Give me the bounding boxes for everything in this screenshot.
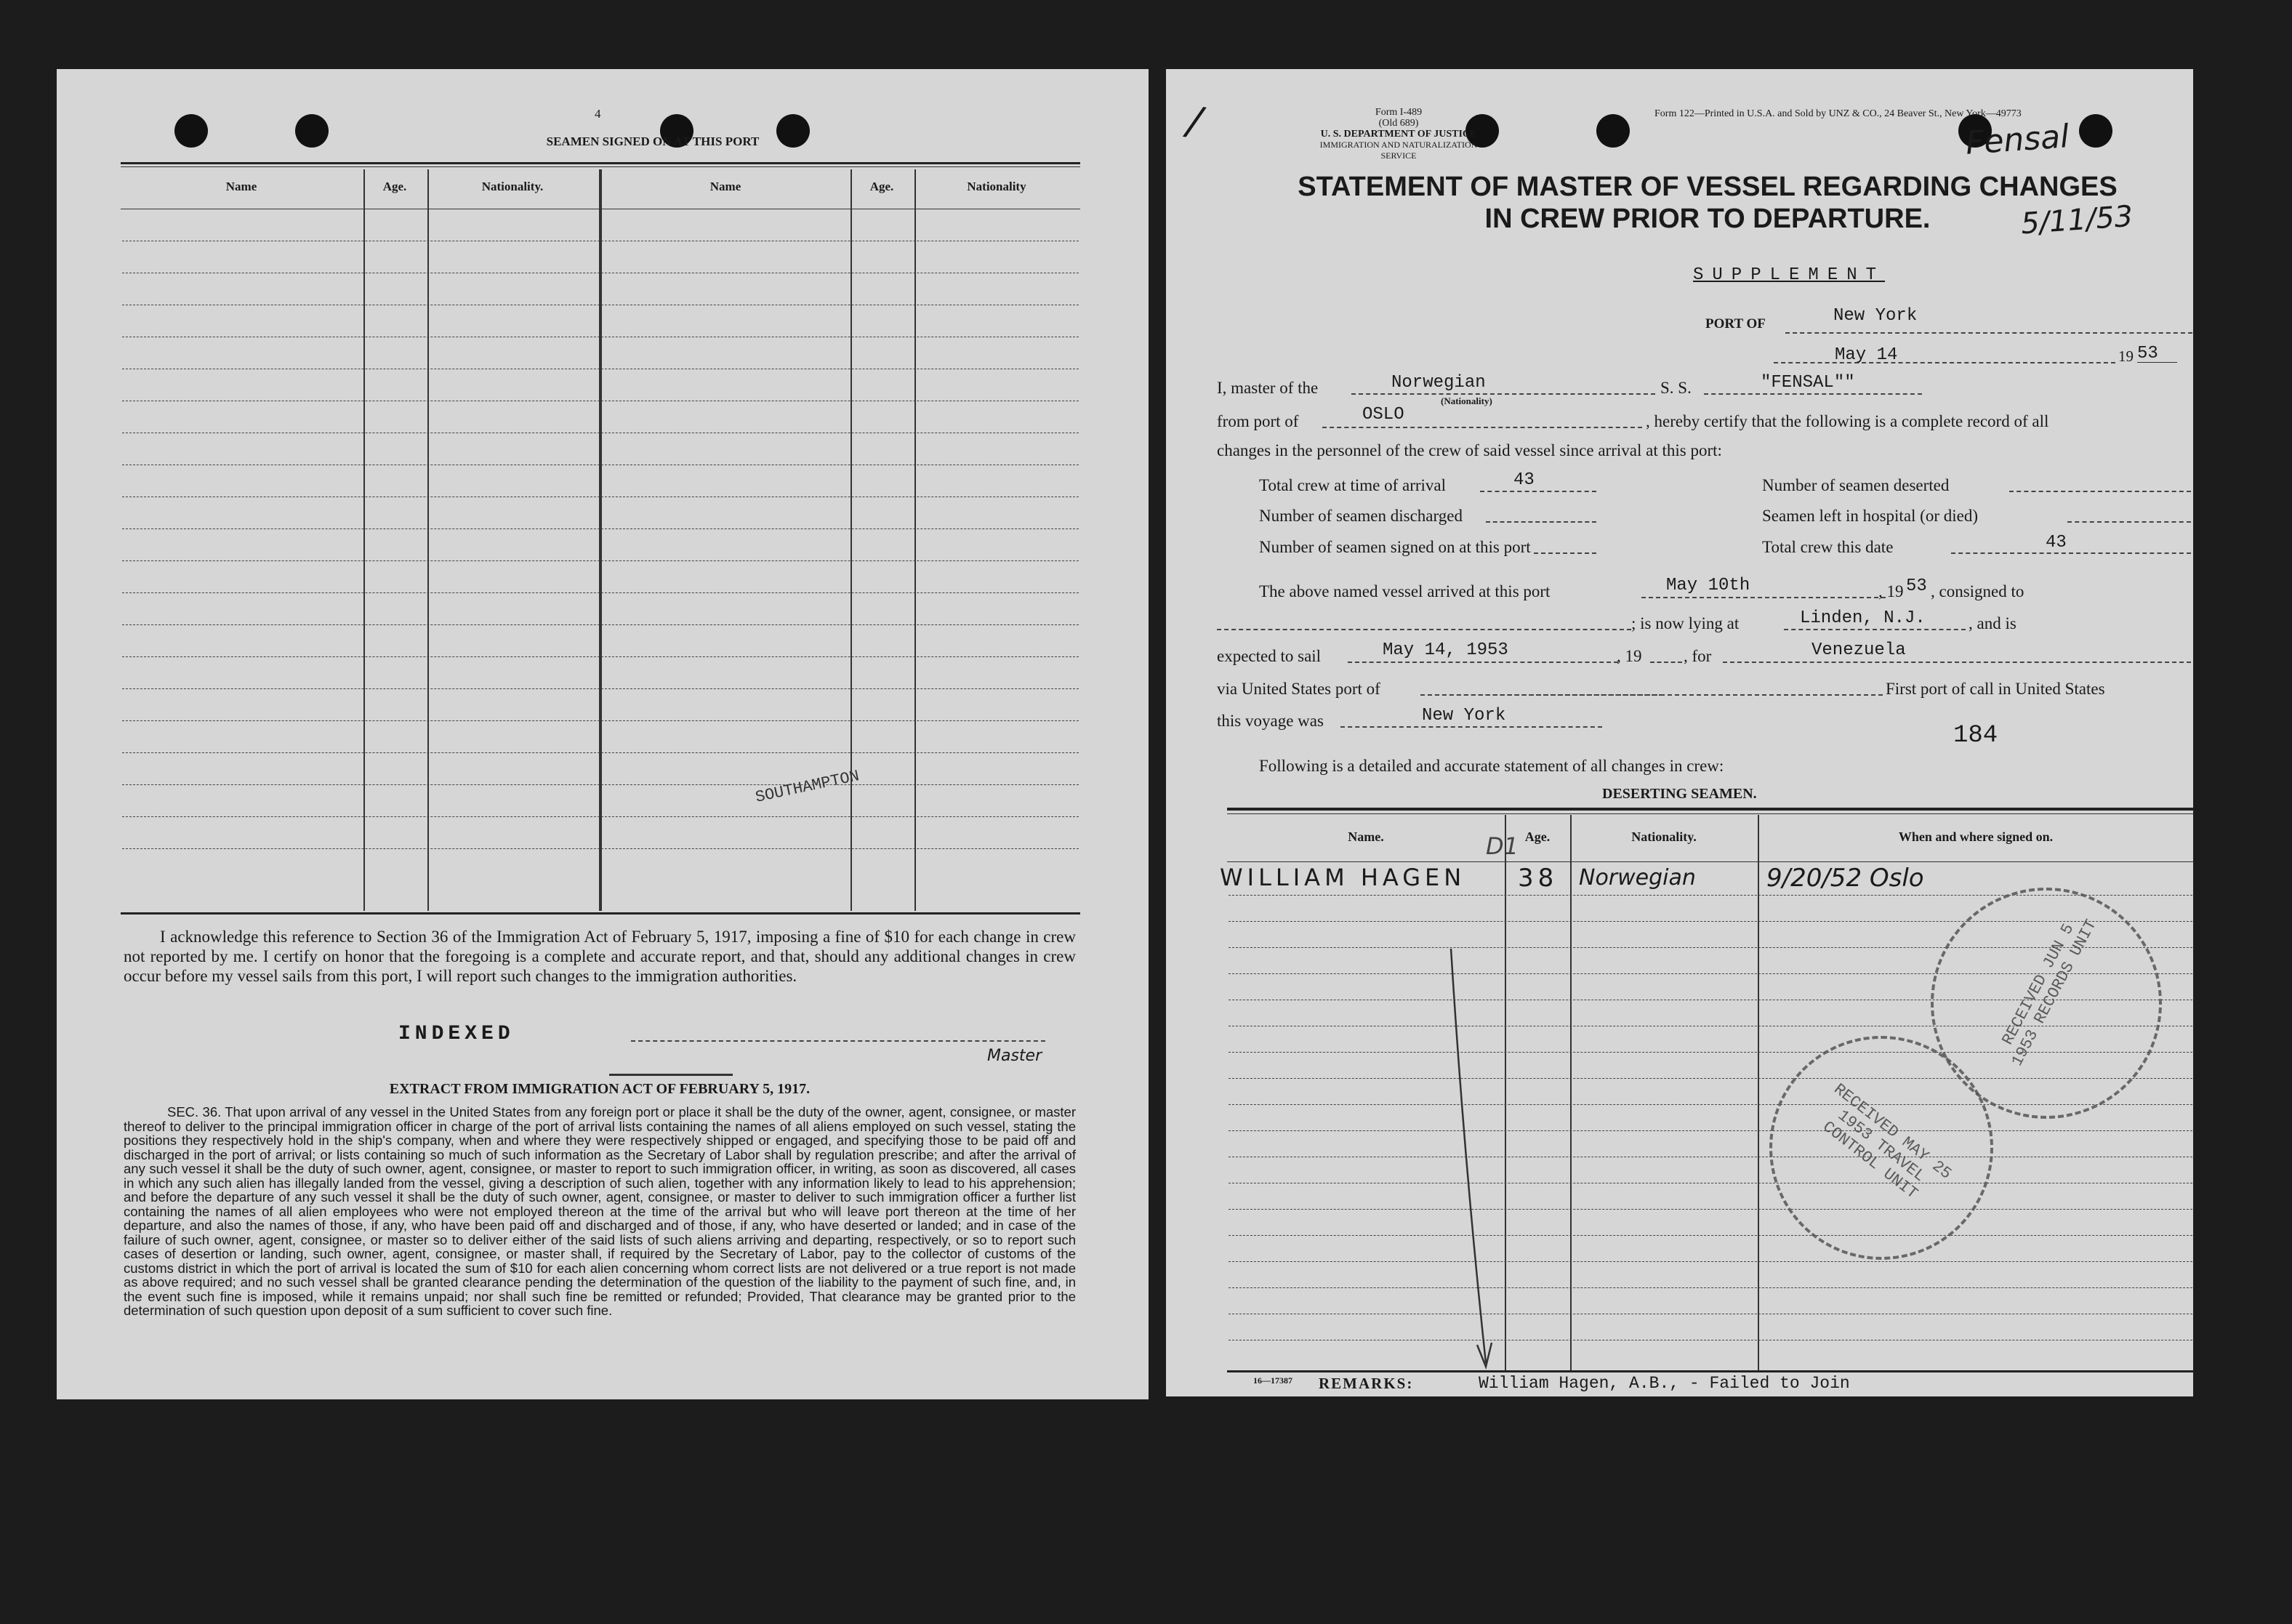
arrived-year-prefix: , 19 — [1878, 582, 1904, 600]
vessel-name: "FENSAL"" — [1761, 373, 1855, 393]
col-header-name: Name. — [1348, 829, 1384, 844]
printer-line: Form 122—Printed in U.S.A. and Sold by UNZ & CO., 24 Beaver St., New York—49773 — [1654, 108, 2022, 119]
lying-value: Linden, N.J. — [1800, 608, 1926, 628]
line — [1534, 552, 1596, 554]
blank-row-line — [122, 560, 1079, 561]
via-label: via United States port of — [1217, 680, 1380, 698]
consignee-line — [1217, 629, 1631, 630]
deserting-title: DESERTING SEAMEN. — [1602, 786, 1757, 802]
line — [1641, 597, 1886, 598]
certify-text: , hereby certify that the following is a complete record of all — [1646, 412, 2049, 430]
blank-row-line — [122, 688, 1079, 689]
form-old-number: (Old 689) — [1378, 118, 1419, 129]
date-value: May 14 — [1835, 345, 1898, 365]
seamen-signed-header: SEAMEN SIGNED ON AT THIS PORT — [546, 134, 760, 148]
deserter-age: 38 — [1518, 864, 1559, 893]
extract-title: EXTRACT FROM IMMIGRATION ACT OF FEBRUARY 5, 1917. — [389, 1081, 811, 1097]
consigned-label: , consigned to — [1931, 582, 2024, 600]
col-divider — [851, 169, 852, 911]
line — [1784, 629, 1966, 630]
sail-label: expected to sail — [1217, 647, 1322, 665]
received-stamp-travel-control — [1769, 1036, 1993, 1260]
blank-row-line — [1229, 1261, 2192, 1262]
col-divider — [427, 169, 429, 911]
blank-row-line — [122, 656, 1079, 657]
year-value: 53 — [2137, 344, 2158, 363]
punch-hole — [1596, 114, 1630, 148]
right-page — [1166, 69, 2193, 1396]
blank-row-line — [1229, 1130, 2192, 1131]
master-label: Master — [987, 1047, 1042, 1065]
service: IMMIGRATION AND NATURALIZATION SERVICE — [1319, 140, 1478, 161]
for-value: Venezuela — [1812, 640, 1906, 660]
from-port-value: OSLO — [1362, 405, 1404, 425]
arrived-year: 53 — [1906, 576, 1927, 596]
port-value: New York — [1833, 306, 1918, 326]
master-of-the-label: I, master of the — [1217, 379, 1319, 397]
deserter-signed-on: 9/20/52 Oslo — [1766, 864, 1924, 893]
handwritten-arrow — [1442, 941, 1529, 1378]
line — [1480, 491, 1596, 492]
line — [1486, 521, 1596, 523]
total-arrival-value: 43 — [1513, 470, 1535, 490]
deserter-name: WILLIAM HAGEN — [1220, 864, 1466, 891]
nationality-caption: (Nationality) — [1441, 395, 1492, 406]
voyage-label: this voyage was — [1217, 712, 1324, 730]
col-header-nationality: Nationality. — [1631, 829, 1697, 844]
supplement-heading: SUPPLEMENT — [1693, 265, 1886, 285]
year-prefix: 19 — [2118, 347, 2134, 365]
deserter-nationality: Norwegian — [1579, 865, 1696, 891]
line — [1420, 694, 1883, 696]
blank-row-line — [122, 848, 1079, 849]
line — [1322, 427, 1642, 428]
sail-value: May 14, 1953 — [1383, 640, 1508, 660]
section-36-text: SEC. 36. That upon arrival of any vessel in the United States from any foreign port or place it shall be the duty of the owner, agent, consignee, or master thereof to deliver to the principal immigration officer in charge of the port of arrival lists containing the names of all aliens employed on such vessel, stating the positions they respectively hold in the ship's company, when and where they were respectively shipped or engaged, and specifying those to be paid off and discharged in the port of arrival; or lists containing so much of such information as the Secretary of Labor shall by regulation prescribe; and after the arrival of any such vessel it shall be the duty of such owner, agent, consignee, or master to report to such immigration officer, in writing, as soon as discovered, all cases in which any such alien has illegally landed from the vessel, giving a description of such alien, together with any information likely to lead to his apprehension; and before the departure of any such vessel it shall be the duty of such owner, agent, consignee, or master to deliver to such immigration officer a further list containing the names of all alien employees who were not employed thereon at the time of the arrival but who will leave port thereon at the time of her departure, and also the names of those, if any, who have been paid off and discharged and of those, if any, who have deserted or landed; and in case of the failure of such owner, agent, consignee, or master so to deliver either of the said lists of such aliens arriving and departing, respectively, or so to report such cases of desertion or landing, such owner, agent, consignee, or master shall, if required by the Secretary of Labor, pay to the collector of customs of the customs district in which the port of arrival is located the sum of $10 for each alien concerning whom correct lists are not delivered or a true report is not made as above required; and no such vessel shall be granted clearance pending the determination of the question of the liability to the payment of such fine, and, in the event such fine is imposed, while it remains unpaid; nor shall such fine be remitted or refunded; Provided, That clearance may be granted prior to the determination of such question upon deposit of a sum sufficient to cover such fine. — [124, 1104, 1076, 1318]
blank-row-line — [122, 784, 1079, 785]
remarks-label: REMARKS: — [1319, 1375, 1414, 1392]
form-number: Form I-489 — [1375, 107, 1423, 118]
port-label: PORT OF — [1705, 316, 1766, 331]
signed-on-label: Number of seamen signed on at this port — [1259, 538, 1531, 556]
col-header-signed-on: When and where signed on. — [1898, 829, 2054, 844]
master-signature-line — [631, 1040, 1045, 1042]
lying-label: ; is now lying at — [1631, 614, 1740, 632]
table-top-rule — [121, 166, 1080, 167]
blank-row-line — [122, 624, 1079, 625]
ss-label: S. S. — [1660, 379, 1692, 397]
line — [2009, 491, 2191, 492]
col-divider — [363, 169, 365, 911]
blank-row-line — [1229, 1235, 2192, 1236]
title-line-2: IN CREW PRIOR TO DEPARTURE. — [1484, 204, 1931, 234]
col-divider — [599, 169, 602, 911]
line — [2137, 362, 2177, 363]
table-top-rule — [1227, 808, 2194, 811]
sail-year-prefix: , 19 — [1617, 647, 1642, 665]
line — [1785, 332, 2192, 334]
acknowledgment-text: I acknowledge this reference to Section 36 of the Immigration Act of February 5, 1917, imposing a fine of $10 for each change in crew not reported by me. I certify on honor that the foregoing is a complete and accurate report, and that, should any additional changes in crew occur before my vessel sails from this port, I will report such changes to the immigration authorities. — [124, 928, 1076, 985]
title-line-1: STATEMENT OF MASTER OF VESSEL REGARDING CHANGES — [1298, 172, 2118, 202]
col-header-age-2: Age. — [869, 180, 894, 193]
hospital-label: Seamen left in hospital (or died) — [1762, 507, 1979, 525]
table-bottom-rule — [1227, 1370, 2194, 1372]
col-header-nationality-1: Nationality. — [481, 180, 544, 193]
total-date-value: 43 — [2046, 533, 2067, 552]
line — [1774, 362, 2115, 363]
southampton-stamp: SOUTHAMPTON — [753, 767, 861, 807]
line — [1723, 662, 2191, 663]
col-divider — [914, 169, 916, 911]
arrived-value: May 10th — [1666, 576, 1750, 595]
line — [1340, 726, 1602, 728]
line — [1951, 552, 2191, 554]
table-top-rule — [121, 162, 1080, 164]
page-number: 4 — [595, 107, 601, 121]
line — [1704, 393, 1922, 395]
col-header-nationality-2: Nationality — [967, 180, 1026, 193]
table-header-rule — [1227, 861, 2194, 862]
punch-hole — [174, 114, 208, 148]
arrived-label: The above named vessel arrived at this port — [1259, 582, 1551, 600]
line — [1650, 662, 1682, 663]
stamp-text: RECEIVED JUN 5 1953 RECORDS UNIT — [1998, 916, 2101, 1069]
remarks-value: William Hagen, A.B., - Failed to Join — [1479, 1374, 1850, 1393]
changes-text: changes in the personnel of the crew of said vessel since arrival at this port: — [1217, 441, 1722, 459]
blank-row-line — [122, 592, 1079, 593]
nationality-value: Norwegian — [1391, 373, 1486, 393]
form-code: 16—17387 — [1253, 1375, 1292, 1386]
following-text: Following is a detailed and accurate statement of all changes in crew: — [1259, 757, 1724, 775]
stamp-text: RECEIVED MAY 25 1953 TRAVEL CONTROL UNIT — [1819, 1080, 1955, 1203]
first-port-label: First port of call in United States — [1886, 680, 2105, 698]
blank-row-line — [1229, 1287, 2192, 1288]
indexed-stamp: INDEXED — [398, 1023, 515, 1045]
blank-row-line — [122, 816, 1079, 817]
table-bottom-rule — [121, 912, 1080, 914]
total-date-label: Total crew this date — [1762, 538, 1894, 556]
col-header-name-2: Name — [709, 180, 741, 193]
handwritten-mark: D1 — [1486, 832, 1519, 860]
for-label: , for — [1684, 647, 1712, 665]
department: U. S. DEPARTMENT OF JUSTICE — [1320, 129, 1477, 140]
col-header-age: Age. — [1524, 829, 1551, 844]
blank-row-line — [1229, 1209, 2192, 1210]
total-arrival-label: Total crew at time of arrival — [1259, 476, 1447, 494]
punch-hole — [2079, 114, 2112, 148]
form-title — [1217, 171, 2198, 235]
form-number-block — [1304, 107, 1493, 161]
col-header-age-1: Age. — [382, 180, 407, 193]
table-top-rule — [1227, 813, 2194, 814]
and-is-label: , and is — [1969, 614, 2016, 632]
page-number-stamp: 184 — [1953, 722, 1998, 749]
discharged-label: Number of seamen discharged — [1259, 507, 1463, 525]
punch-hole — [295, 114, 329, 148]
col-header-name-1: Name — [225, 180, 257, 193]
blank-row-line — [122, 720, 1079, 721]
blank-row-line — [122, 528, 1079, 529]
left-page — [57, 69, 1149, 1399]
deserted-label: Number of seamen deserted — [1762, 476, 1950, 494]
handwritten-vessel-name: Fensal — [1964, 118, 2070, 162]
check-mark: / — [1184, 97, 1205, 145]
line — [2067, 521, 2191, 523]
handwritten-date: 5/11/53 — [2019, 199, 2134, 241]
line — [1348, 662, 1618, 663]
line — [1351, 393, 1655, 395]
from-port-label: from port of — [1217, 412, 1299, 430]
voyage-value: New York — [1422, 706, 1506, 725]
blank-row-line — [122, 752, 1079, 753]
rule — [609, 1074, 733, 1076]
